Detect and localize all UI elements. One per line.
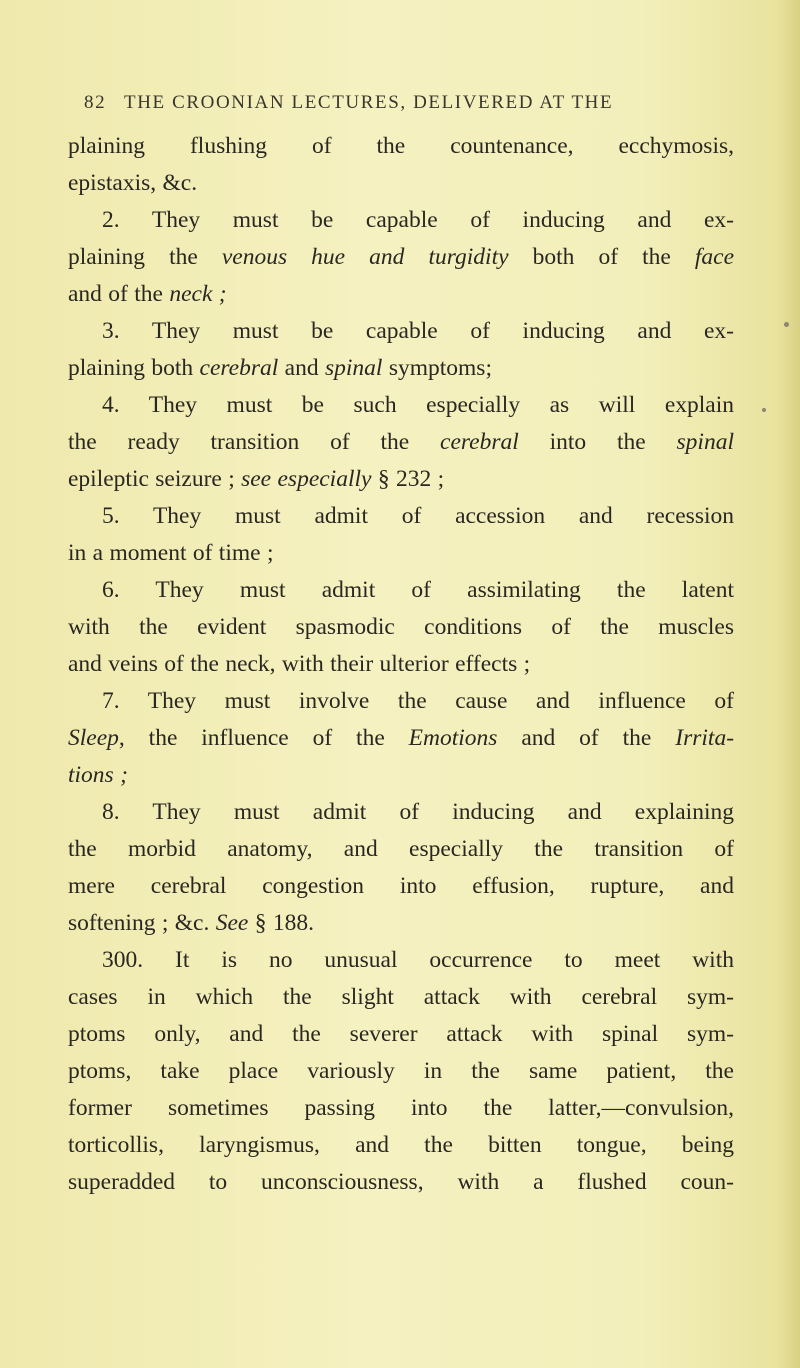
italic-text: cerebral xyxy=(199,355,279,381)
text-line xyxy=(68,1164,734,1201)
text-line xyxy=(68,313,734,350)
text-run: with the evident spasmodic conditions of the muscles xyxy=(68,614,734,640)
text-run: ptoms, take place variously in the same patient, the xyxy=(68,1058,734,1084)
text-run: superadded to unconsciousness, with a flushed coun- xyxy=(68,1169,734,1195)
text-line xyxy=(68,831,734,868)
text-line xyxy=(68,609,734,646)
text-run: into the xyxy=(518,429,677,455)
text-line xyxy=(68,165,734,202)
italic-text: See xyxy=(215,910,249,936)
italic-text: Sleep xyxy=(68,725,119,751)
text-line xyxy=(68,387,734,424)
text-run: plaining flushing of the countenance, ecchymosis, xyxy=(68,133,734,159)
text-run: 300. It is no unusual occurrence to meet with xyxy=(102,947,734,973)
text-line xyxy=(68,905,734,942)
text-line xyxy=(68,683,734,720)
text-line xyxy=(68,424,734,461)
page-header xyxy=(84,92,724,116)
text-run: symptoms; xyxy=(382,355,492,381)
text-line xyxy=(68,646,734,683)
italic-text: Emotions xyxy=(408,725,498,751)
text-line xyxy=(68,276,734,313)
text-run: both of the xyxy=(508,244,695,270)
text-line xyxy=(68,461,734,498)
margin-speck xyxy=(784,322,789,327)
text-run: torticollis, laryngismus, and the bitten tongue, being xyxy=(68,1132,734,1158)
text-run: the ready transition of the xyxy=(68,429,441,455)
text-line xyxy=(68,757,734,794)
text-line xyxy=(68,572,734,609)
text-run: 7. They must involve the cause and influence of xyxy=(102,688,734,714)
text-run: 5. They must admit of accession and recession xyxy=(102,503,734,529)
text-line xyxy=(68,1016,734,1053)
text-run: 6. They must admit of assimilating the latent xyxy=(102,577,734,603)
text-run: § 232 ; xyxy=(371,466,445,492)
italic-text: spinal xyxy=(676,429,734,455)
text-run: 2. They must be capable of inducing and ex- xyxy=(102,207,734,233)
text-run: plaining both xyxy=(68,355,200,381)
text-line xyxy=(68,498,734,535)
running-title: THE CROONIAN LECTURES, DELIVERED AT THE xyxy=(124,92,614,113)
italic-text: tions ; xyxy=(68,762,128,788)
italic-text: see especially xyxy=(241,466,372,492)
text-run: 4. They must be such especially as will explain xyxy=(102,392,734,418)
text-run: 3. They must be capable of inducing and ex- xyxy=(102,318,734,344)
text-line xyxy=(68,942,734,979)
text-line xyxy=(68,1053,734,1090)
text-line xyxy=(68,202,734,239)
text-line xyxy=(68,239,734,276)
text-run: and of the xyxy=(68,281,170,307)
italic-text: neck ; xyxy=(169,281,227,307)
text-run: 8. They must admit of inducing and explaining xyxy=(102,799,734,825)
text-run: mere cerebral congestion into effusion, rupture, and xyxy=(68,873,734,899)
margin-speck xyxy=(762,408,766,412)
text-run: former sometimes passing into the latter,—convulsion, xyxy=(68,1095,734,1121)
italic-text: face xyxy=(694,244,734,270)
text-line xyxy=(68,720,734,757)
text-run: and of the xyxy=(497,725,676,751)
text-run: epistaxis, &c. xyxy=(68,170,198,196)
text-line xyxy=(68,794,734,831)
text-line xyxy=(68,535,734,572)
text-run: cases in which the slight attack with cerebral sym- xyxy=(68,984,734,1010)
text-run: epileptic seizure ; xyxy=(68,466,242,492)
text-line xyxy=(68,128,734,165)
text-line xyxy=(68,868,734,905)
text-run: , the influence of the xyxy=(118,725,409,751)
text-run: § 188. xyxy=(248,910,314,936)
text-run: and xyxy=(278,355,325,381)
italic-text: spinal xyxy=(324,355,383,381)
text-line xyxy=(68,979,734,1016)
text-run: the morbid anatomy, and especially the transition of xyxy=(68,836,734,862)
text-run: ptoms only, and the severer attack with spinal sym- xyxy=(68,1021,734,1047)
text-run: plaining the xyxy=(68,244,222,270)
italic-text: cerebral xyxy=(440,429,519,455)
body-text xyxy=(68,128,734,1201)
text-run: softening ; &c. xyxy=(68,910,216,936)
page-number: 82 xyxy=(84,92,107,113)
text-line xyxy=(68,350,734,387)
text-line xyxy=(68,1090,734,1127)
italic-text: Irrita- xyxy=(675,725,735,751)
italic-text: venous hue and turgidity xyxy=(221,244,509,270)
text-run: and veins of the neck, with their ulterior effects ; xyxy=(68,651,531,677)
text-run: in a moment of time ; xyxy=(68,540,274,566)
text-line xyxy=(68,1127,734,1164)
